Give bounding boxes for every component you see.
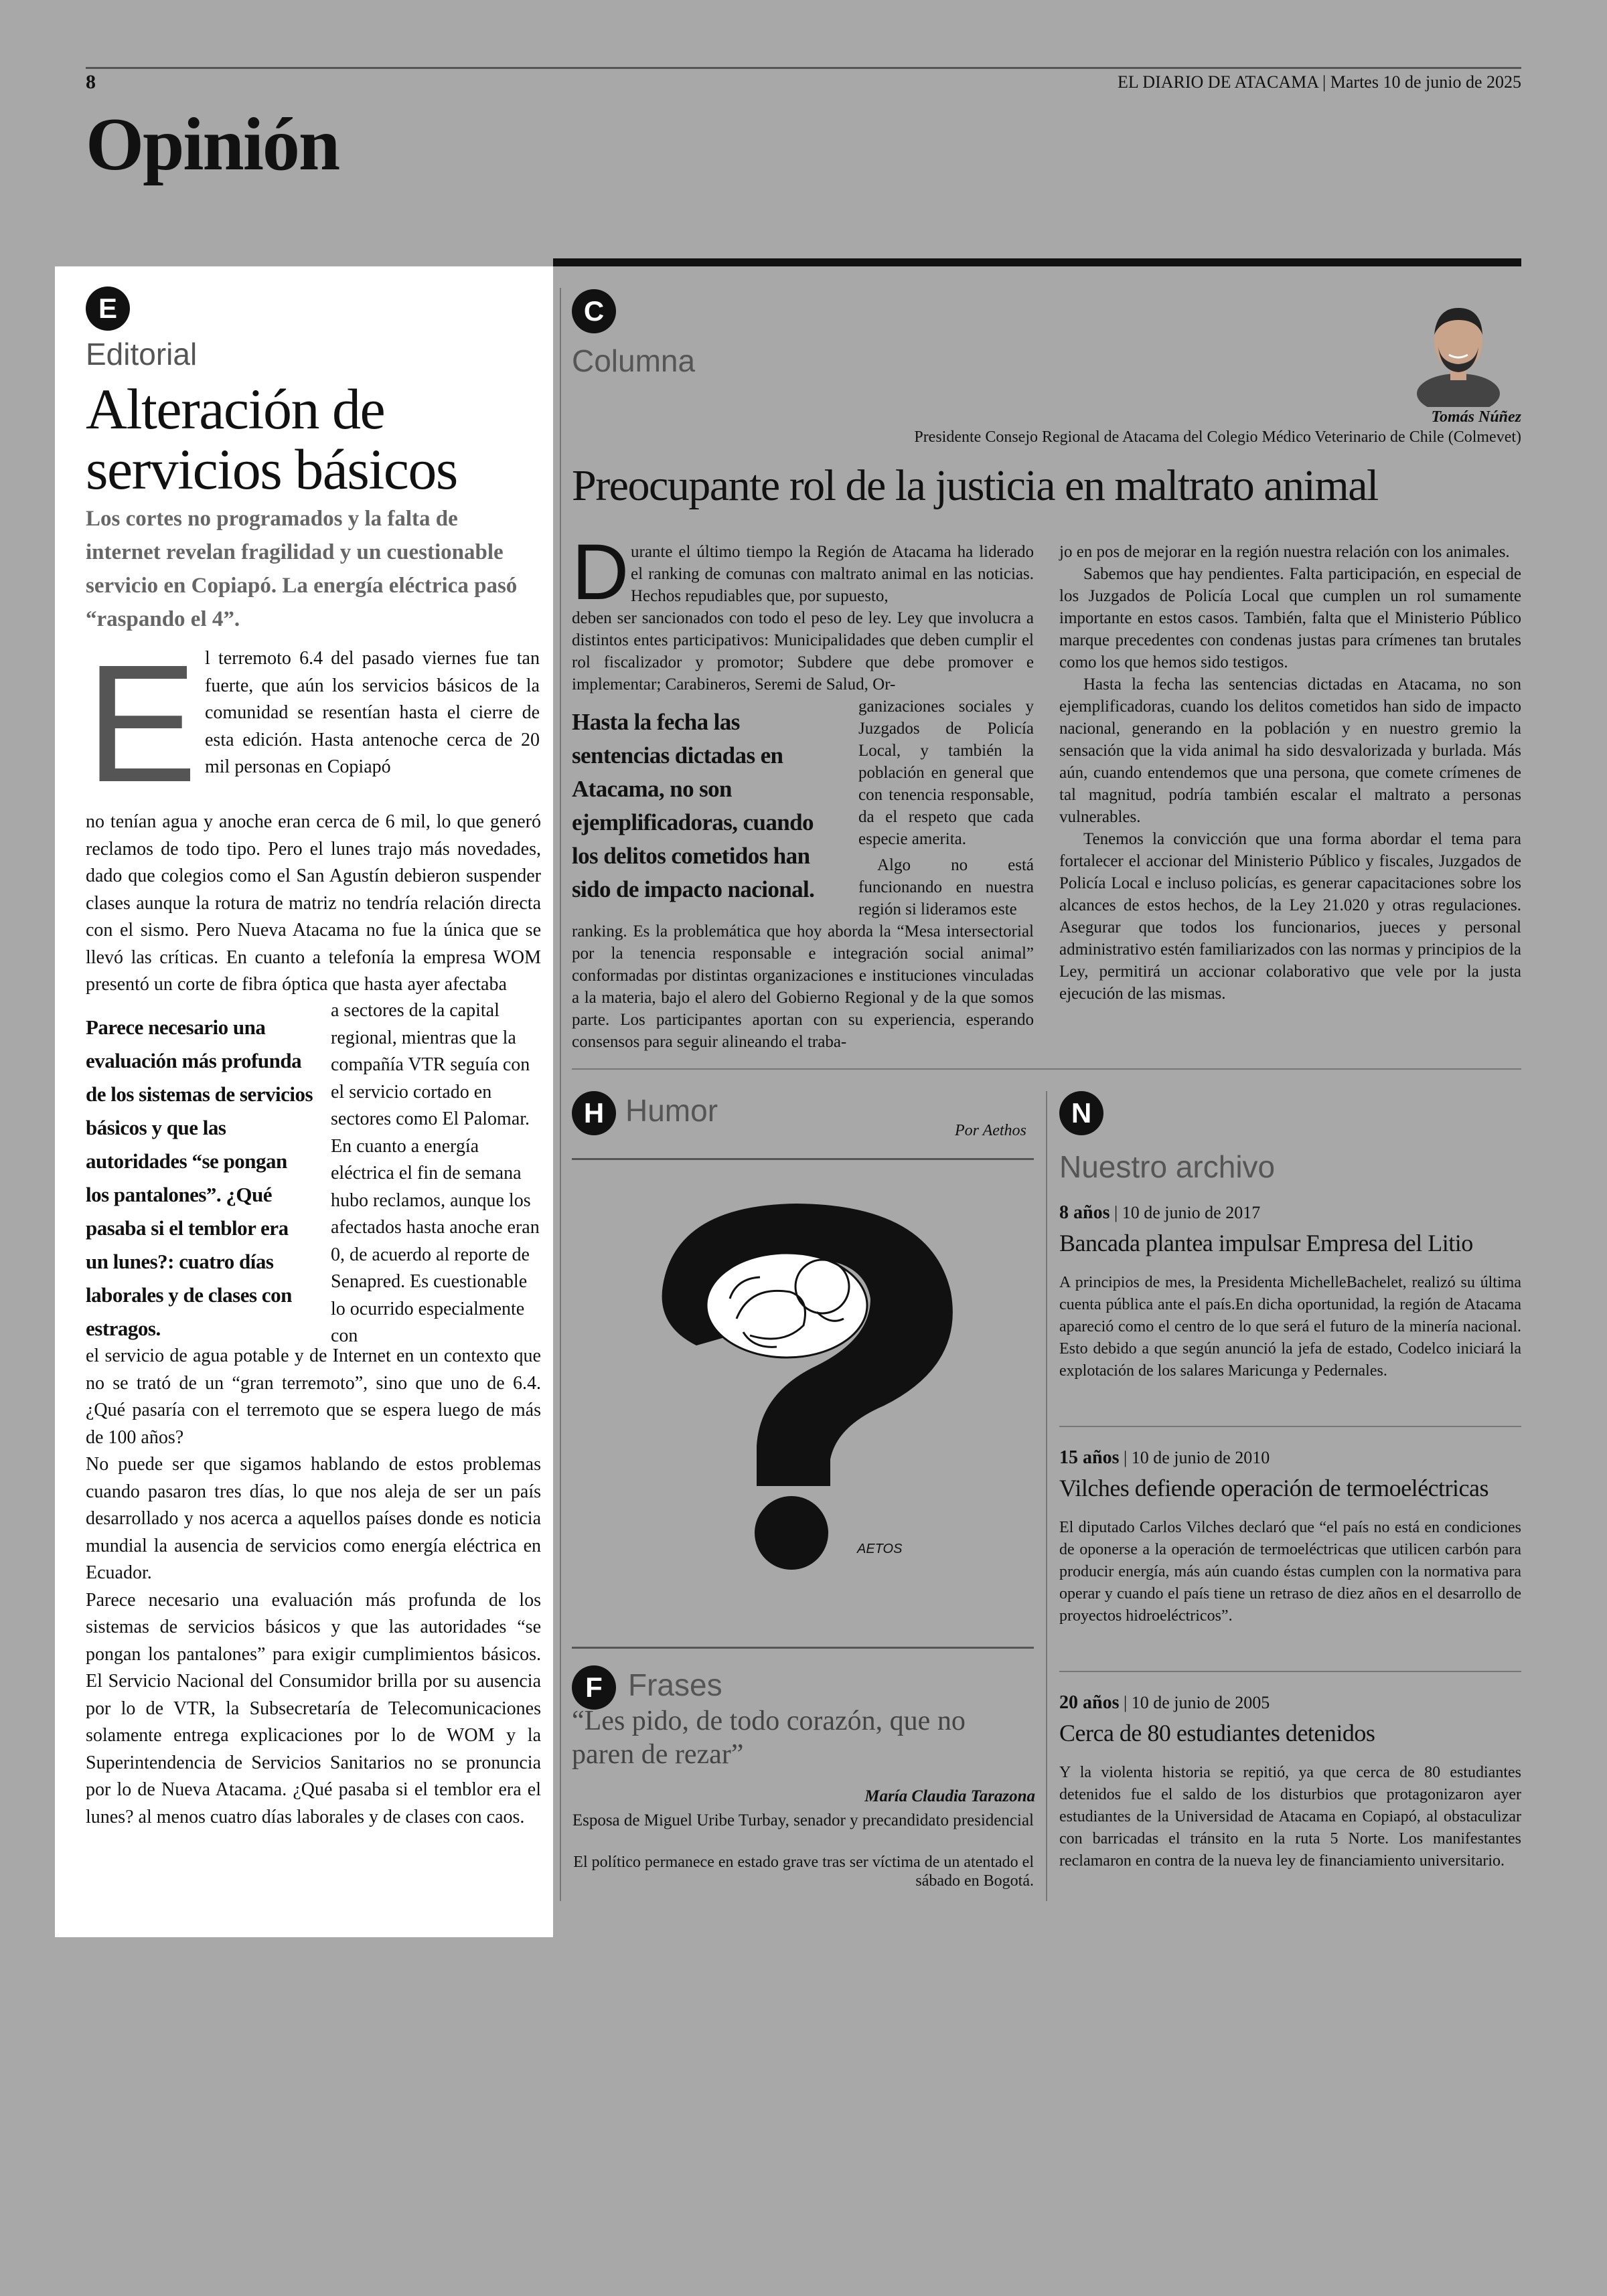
column-paragraph-1: deben ser sancionados con todo el peso de ley. Ley que involucra a distintos entes participativos: Municipalidades que deben cumplir el rol fiscalizador y promotor; Subdere que debe promover e implementar; Carabineros, Seremi de Salud, Or-	[572, 609, 1034, 693]
editorial-paragraph-2	[86, 1343, 541, 1831]
archive-item-date: 20 años | 10 de junio de 2005	[1059, 1692, 1270, 1713]
cartoon-signature: AETOS	[857, 1542, 903, 1556]
author-name: Tomás Núñez	[1431, 408, 1521, 426]
frases-note: El político permanece en estado grave tras ser víctima de un atentado el sábado en Bogotá.	[573, 1854, 1034, 1890]
archive-item-date-text: 10 de junio de 2017	[1122, 1203, 1261, 1222]
editorial-paragraph-1: no tenían agua y anoche eran cerca de 6 mil, lo que generó reclamos de todo tipo. Pero el lunes trajo más novedades, dado que colegios como el San Agustín debieron suspender clases aunque la rotura de matriz no tendría relación directa con el sismo. Pero Nueva Atacama no fue la única que se llevó las críticas. En cuanto a telefonía la empresa WOM presentó un corte de fibra óptica que hasta ayer afectaba	[86, 811, 541, 995]
archive-item-title: Vilches defiende operación de termoeléctricas	[1059, 1475, 1489, 1501]
column-paragraph-6: Tenemos la convicción que una forma abordar el tema para fortalecer el accionar del Ministerio Público y fiscales, Juzgados de Policía Local e incluso policías, es generar capacitaciones sobre los alcances de estos hechos, de la Ley 21.020 y otras regulaciones. Asegurar que todos los funcionarios, jueces y personal administrativo estén familiarizados con las normas y principios de la Ley, permitirá un accionar colaborativo que vele por la justa ejecución de las mismas.	[1059, 830, 1521, 1003]
section-rule	[553, 258, 1521, 266]
column-paragraph-1-side: ganizaciones sociales y Juzgados de Policía Local, y también la población en general que con tenencia responsable, da el respeto que cada especie amerita.	[858, 698, 1034, 848]
column-paragraph-2: ranking. Es la problemática que hoy aborda la “Mesa intersectorial por la tenencia responsable e integración social animal” conformadas por distintas organizaciones e instituciones vinculadas a la materia, bajo el alero del Gobierno Regional y de la que somos parte. Los participantes aportan con su experiencia, esperando consensos para seguir alineando el traba-	[572, 922, 1034, 1051]
column-paragraph-1-top: urante el último tiempo la Región de Atacama ha liderado el ranking de comunas con maltrato animal en las noticias. Hechos repudiables que, por supuesto,	[631, 543, 1034, 605]
author-photo	[1411, 293, 1505, 407]
page-number: 8	[86, 71, 96, 93]
author-role: Presidente Consejo Regional de Atacama del Colegio Médico Veterinario de Chile (Colmevet)	[914, 428, 1521, 446]
frases-badge: F	[572, 1665, 616, 1710]
editorial-paragraph-top: l terremoto 6.4 del pasado viernes fue tan fuerte, que aún los servicios básicos de la comunidad se resentían hasta el cierre de esta edición. Hasta antenoche cerca de 20 mil personas en Copiapó	[205, 648, 540, 777]
column-paragraph-2-side: Algo no está funcionando en nuestra región si lideramos este	[858, 856, 1034, 918]
question-mark-cartoon	[616, 1192, 991, 1580]
archive-item-text: El diputado Carlos Vilches declaró que “el país no está en condiciones de oponerse a la operación de termoeléctricas que utilicen carbón para producir energía, más aún cuando éstas cumplen con la normativa para operar y cuando el país tiene un retraso de diez años en el desarrollo de proyectos hidroeléctricos”.	[1059, 1519, 1521, 1625]
column-dropcap: D	[572, 528, 629, 617]
column-right-text	[1059, 541, 1521, 1005]
editorial-paragraph-3: No puede ser que sigamos hablando de estos problemas cuando pasaron tres días, lo que nos aleja de ser un país desarrollado y nos acerca a aquellos países donde es noticia mundial la ausencia de servicios como energía eléctrica en Ecuador.	[86, 1454, 541, 1583]
editorial-headline: Alteración de servicios básicos	[86, 377, 457, 501]
editorial-paragraph-right: a sectores de la capital regional, mientras que la compañía VTR seguía con el servicio cortado en sectores como El Palomar. En cuanto a energía eléctrica el fin de semana hubo reclamos, aunque los afectados hasta anoche eran 0, de acuerdo al reporte de Senapred. Es cuestionable lo ocurrido especialmente con	[331, 1000, 540, 1346]
archive-item	[1059, 1692, 1521, 1872]
archive-item	[1059, 1202, 1521, 1382]
frases-kicker: Frases	[628, 1667, 722, 1702]
archive-badge: N	[1059, 1091, 1103, 1135]
archive-item-date: 15 años | 10 de junio de 2010	[1059, 1447, 1270, 1468]
archive-item-years: 8 años	[1059, 1202, 1110, 1223]
column-headline: Preocupante rol de la justicia en maltrato animal	[572, 461, 1378, 510]
column-kicker: Columna	[572, 343, 696, 378]
archive-item-date-text: 10 de junio de 2010	[1131, 1448, 1270, 1467]
column-divider	[560, 288, 561, 1901]
frases-quote: “Les pido, de todo corazón, que no paren de rezar”	[572, 1706, 966, 1770]
column-badge: C	[572, 289, 616, 333]
archive-kicker: Nuestro archivo	[1059, 1149, 1276, 1184]
humor-badge: H	[572, 1091, 616, 1135]
archive-item-title: Bancada plantea impulsar Empresa del Litio	[1059, 1230, 1473, 1256]
column-paragraph-5: Hasta la fecha las sentencias dictadas en Atacama, no son ejemplificadoras, cuando los delitos cometidos han sido de impacto nacional, generando en la población y en nuestro gremio la sensación que la vida animal ha sido desvalorizada y burlada. Más aún, cuando entendemos que una persona, que comete crímenes de tal magnitud, podría también escalar el maltrato a personas vulnerables.	[1059, 675, 1521, 826]
archive-divider	[1046, 1091, 1047, 1901]
section-title: Opinión	[86, 103, 339, 186]
column-bottom-rule	[572, 1068, 1521, 1070]
archive-item-text: A principios de mes, la Presidenta MichelleBachelet, realizó su última cuenta pública ante el país.En dicha oportunidad, la región de Atacama apareció como el centro de lo que será el futuro de la minería nacional. Esto debido a que según anunció la jefa de estado, Codelco iniciará la explotación de los salares Maricunga y Pedernales.	[1059, 1274, 1521, 1380]
humor-top-rule	[572, 1158, 1034, 1160]
archive-item-text: Y la violenta historia se repitió, ya que cerca de 80 estudiantes detenidos fue el saldo de los disturbios que protagonizaron ayer estudiantes de la Universidad de Atacama en Copiapó, al obstaculizar con barricadas el tránsito en la ruta 5 Norte. Los manifestantes reclamaron en contra de la nueva ley de financiamiento universitario.	[1059, 1764, 1521, 1870]
editorial-pullquote: Parece necesario una evaluación más profunda de los sistemas de servicios básicos y que las autoridades “se pongan los pantalones”. ¿Qué pasaba si el temblor era un lunes?: cuatro días laborales y de clases con estragos.	[86, 1015, 313, 1340]
archive-item-years: 20 años	[1059, 1692, 1120, 1713]
frases-author: María Claudia Tarazona	[864, 1787, 1035, 1805]
humor-kicker: Humor	[625, 1093, 718, 1128]
archive-item-date: 8 años | 10 de junio de 2017	[1059, 1202, 1261, 1223]
archive-rule-2	[1059, 1671, 1521, 1672]
masthead-rule	[86, 67, 1521, 69]
column-paragraph-4: Sabemos que hay pendientes. Falta participación, en especial de los Juzgados de Policía Local que cumplen un rol sumamente importante en estos casos. También, falta que el Ministerio Público marque precedentes con condenas justas para crímenes tan brutales como los que hemos sido testigos.	[1059, 565, 1521, 671]
paper-info: EL DIARIO DE ATACAMA | Martes 10 de junio de 2025	[1118, 72, 1521, 92]
humor-byline: Por Aethos	[955, 1122, 1026, 1139]
column-pullquote: Hasta la fecha las sentencias dictadas en Atacama, no son ejemplificadoras, cuando los delitos cometidos han sido de impacto nacional.	[572, 709, 815, 902]
archive-item-title: Cerca de 80 estudiantes detenidos	[1059, 1720, 1375, 1746]
humor-bottom-rule	[572, 1647, 1034, 1649]
editorial-paragraph-4: Parece necesario una evaluación más profunda de los sistemas de servicios básicos y que las autoridades “se pongan los pantalones” para exigir cumplimientos básicos. El Servicio Nacional del Consumidor brilla por su ausencia por lo de VTR, la Subsecretaría de Telecomunicaciones solamente entrega explicaciones por lo de WOM y la Superintendencia de Servicios Sanitarios no se pronuncia por lo de Nueva Atacama. ¿Qué pasaba si el temblor era el lunes? al menos cuatro días laborales y de clases con caos.	[86, 1589, 541, 1827]
editorial-lead: Los cortes no programados y la falta de internet revelan fragilidad y un cuestionable servicio en Copiapó. La energía eléctrica pasó “raspando el 4”.	[86, 507, 518, 631]
archive-item-date-text: 10 de junio de 2005	[1131, 1693, 1270, 1712]
column-paragraph-3: jo en pos de mejorar en la región nuestra relación con los animales.	[1059, 543, 1510, 561]
archive-item	[1059, 1447, 1521, 1627]
frases-role: Esposa de Miguel Uribe Turbay, senador y precandidato presidencial	[572, 1811, 1034, 1829]
archive-item-years: 15 años	[1059, 1447, 1120, 1468]
editorial-badge: E	[86, 286, 130, 331]
editorial-dropcap: E	[86, 630, 198, 817]
editorial-paragraph-2a: el servicio de agua potable y de Internet en un contexto que no se trató de un “gran terremoto”, sino que uno de 6.4. ¿Qué pasaría con el terremoto que se espera luego de más de 100 años?	[86, 1345, 541, 1448]
editorial-kicker: Editorial	[86, 337, 198, 372]
archive-rule-1	[1059, 1426, 1521, 1427]
